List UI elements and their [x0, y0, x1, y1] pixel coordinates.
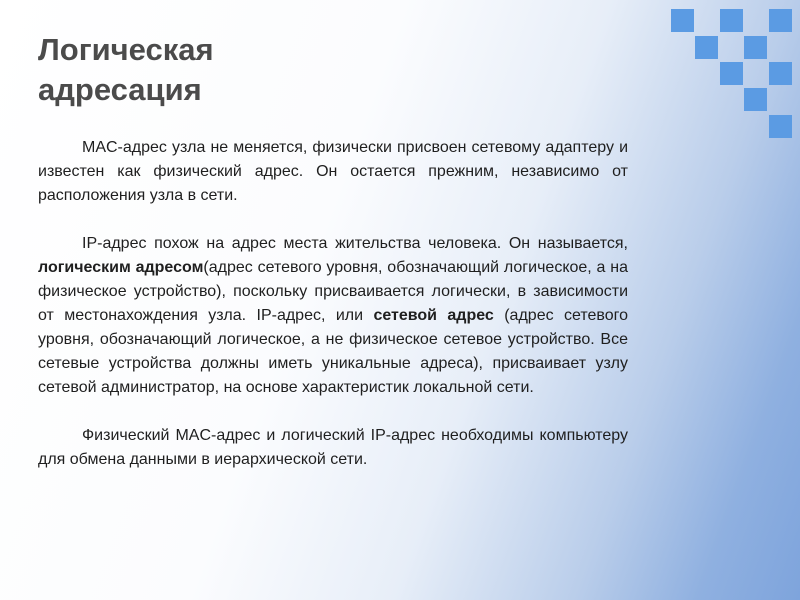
mosaic-square — [720, 9, 743, 32]
text-segment: Физический MAC-адрес и логический IP-адрес необходимы компьютеру для обмена данными в иерархической сети. — [38, 427, 628, 468]
paragraph-mac-address — [38, 136, 628, 208]
slide-body — [38, 136, 628, 472]
mosaic-square — [769, 9, 792, 32]
mosaic-square — [769, 115, 792, 138]
mosaic-square — [695, 36, 718, 59]
mosaic-square — [744, 88, 767, 111]
text-segment: IP-адрес похож на адрес места жительства человека. Он называется, — [82, 235, 628, 252]
text-segment: (адрес сетевого уровня, обозначающий логическое, а не физическое сетевое устройство. Все сетевые устройства должны иметь уникальные адреса), присваивает узлу сетевой администратор, на основе характеристик локальной сети. — [38, 307, 629, 396]
slide-title-line-1: Логическая — [38, 32, 214, 67]
bold-term-network-address: сетевой адрес — [373, 307, 494, 324]
mosaic-square — [769, 62, 792, 85]
text-segment: MAC-адрес узла не меняется, физически присвоен сетевому адаптеру и известен как физический адрес. Он остается прежним, независимо от расположения узла в сети. — [38, 139, 628, 204]
paragraph-summary — [38, 424, 628, 472]
text-segment: (адрес сетевого уровня, обозначающий логическое, а на физическое устройство), поскольку присваивается логически, в зависимости от местонахождения узла. IP-адрес, или — [38, 259, 629, 324]
slide-title-line-2: адресация — [38, 72, 202, 107]
slide-title — [38, 30, 214, 110]
mosaic-square — [720, 62, 743, 85]
bold-term-logical-address: логическим адресом — [38, 259, 204, 276]
mosaic-square — [671, 9, 694, 32]
paragraph-ip-address — [38, 232, 628, 400]
mosaic-square — [744, 36, 767, 59]
